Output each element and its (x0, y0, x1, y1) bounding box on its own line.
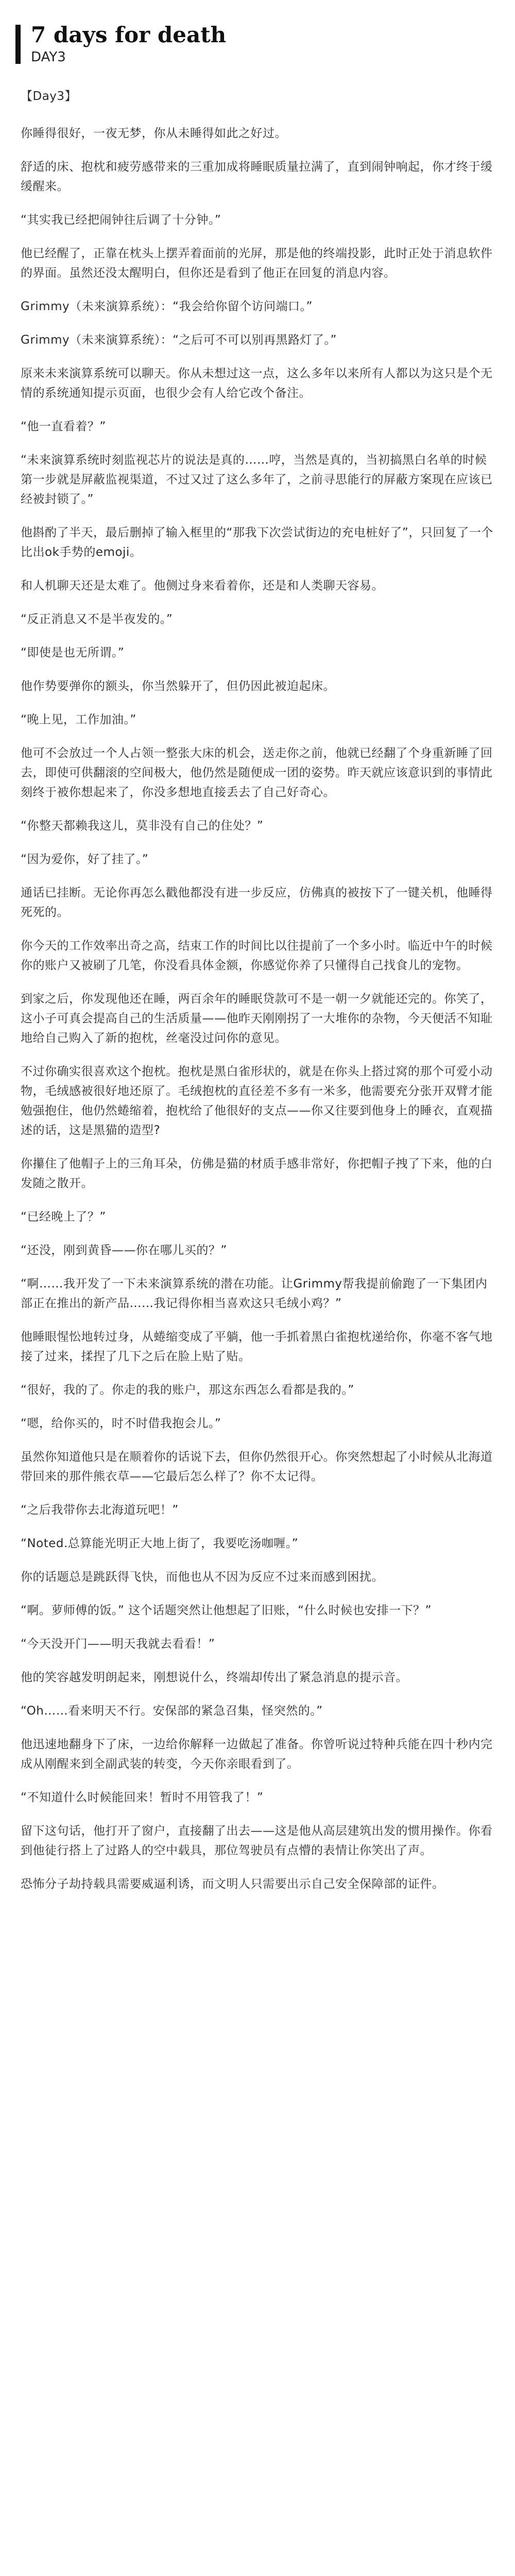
story-paragraph: 和人机聊天还是太难了。他侧过身来看着你，还是和人类聊天容易。 (21, 579, 384, 592)
story-paragraph: “他一直看着？” (21, 420, 106, 433)
story-paragraph: 不过你确实很喜欢这个抱枕。抱枕是黑白雀形状的，就是在你头上搭过窝的那个可爱小动物，毛绒感被很好地还原了。毛绒抱枕的直径差不多有一米多，他需要充分张开双臂才能勉强抱住，他仍然蜷缩着，抱枕给了他很好的支点——你又往要到他身上的睡衣，直观描述的话，这是黑猫的造型? (21, 1065, 493, 1137)
story-paragraph: “还没，刚到黄昏——你在哪儿买的？” (21, 1244, 227, 1257)
story-paragraph: 他作势要弹你的额头，你当然躲开了，但仍因此被迫起床。 (21, 680, 335, 693)
story-paragraph: 留下这句话，他打开了窗户，直接翻了出去——这是他从高层建筑出发的惯用操作。你看到他徒行搭上了过路人的空中载具，那位驾驶员有点懵的表情让你笑出了声。 (21, 1824, 493, 1857)
story-paragraph: “啊……我开发了一下未来演算系统的潜在功能。让Grimmy帮我提前偷跑了一下集团内部正在推出的新产品……我记得你相当喜欢这只毛绒小鸡？” (21, 1277, 488, 1310)
story-paragraph: “之后我带你去北海道玩吧！” (21, 1503, 179, 1517)
story-paragraph: “因为爱你，好了挂了。” (21, 853, 149, 866)
story-paragraph: 你的话题总是跳跃得飞快，而他也从不因为反应不过来而感到困扰。 (21, 1570, 384, 1584)
story-paragraph: “其实我已经把闹钟往后调了十分钟。” (21, 213, 221, 227)
story-paragraph: 你睡得很好，一夜无梦，你从未睡得如此之好过。 (21, 127, 287, 140)
story-paragraph: 恐怖分子劫持载具需要威逼利诱，而文明人只需要出示自己安全保障部的证件。 (21, 1877, 444, 1891)
story-paragraph: 舒适的床、抱枕和疲劳感带来的三重加成将睡眠质量拉满了，直到闹钟响起，你才终于缓缓醒来。 (21, 160, 493, 193)
story-body (0, 87, 515, 1894)
story-paragraph: “已经晚上了？” (21, 1210, 106, 1224)
story-paragraph: Grimmy（未来演算系统）：“我会给你留个访问端口。” (21, 300, 313, 313)
story-paragraph: “很好，我的了。你走的我的账户，那这东西怎么看都是我的。” (21, 1383, 354, 1397)
article-subtitle: DAY3 (31, 49, 66, 65)
story-paragraph: 他可不会放过一个人占领一整张大床的机会，送走你之前，他就已经翻了个身重新睡了回去，即使可供翻滚的空间极大，他仍然是随便成一团的姿势。昨天就应该意识到的事情此刻终于被你想起来了，你没多想地直接丢去了自己好奇心。 (21, 747, 493, 799)
story-paragraph: 你今天的工作效率出奇之高，结束工作的时间比以往提前了一个多小时。临近中午的时候你的账户又被刷了几笔，你没看具体金额，你感觉你养了只懂得自己找食儿的宠物。 (21, 939, 493, 972)
story-paragraph: “不知道什么时候能回来！暂时不用管我了！” (21, 1791, 264, 1804)
article-title: 7 days for death (31, 22, 227, 47)
title-accent-bar (15, 25, 21, 64)
story-paragraph: 他迅速地翻身下了床，一边给你解释一边做起了准备。你曾听说过特种兵能在四十秒内完成从刚醒来到全副武装的转变，今天你亲眼看到了。 (21, 1738, 493, 1771)
story-paragraph: “反正消息又不是半夜发的。” (21, 613, 173, 626)
story-paragraph: 他已经醒了，正靠在枕头上摆弄着面前的光屏，那是他的终端投影，此时正处于消息软件的界面。虽然还没太醒明白，但你还是看到了他正在回复的消息内容。 (21, 247, 493, 280)
story-paragraph: 他睡眼惺忪地转过身，从蜷缩变成了平躺，他一手抓着黑白雀抱枕递给你，你毫不客气地接了过来，揉捏了几下之后在脸上贴了贴。 (21, 1330, 493, 1363)
story-paragraph: Grimmy（未来演算系统）：“之后可不可以别再黑路灯了。” (21, 333, 337, 347)
article-header (0, 0, 515, 87)
story-paragraph: 通话已挂断。无论你再怎么戳他都没有进一步反应，仿佛真的被按下了一键关机，他睡得死死的。 (21, 886, 493, 919)
story-paragraph: 你攥住了他帽子上的三角耳朵，仿佛是猫的材质手感非常好，你把帽子拽了下来，他的白发随之散开。 (21, 1157, 493, 1190)
story-paragraph: “你整天都赖我这儿，莫非没有自己的住处？” (21, 819, 264, 833)
story-paragraph: “即使是也无所谓。” (21, 646, 125, 659)
story-paragraph: “未来演算系统时刻监视芯片的说法是真的……哼，当然是真的，当初搞黑白名单的时候第一步就是屏蔽监视渠道，不过又过了这么多年了，之前寻思能行的屏蔽方案现在应该已经被封锁了。” (21, 453, 493, 506)
story-paragraph: “晚上见，工作加油。” (21, 713, 136, 726)
story-paragraph: “Oh……看来明天不行。安保部的紧急召集，怪突然的。” (21, 1704, 323, 1718)
story-paragraph: 他斟酌了半天，最后删掉了输入框里的“那我下次尝试街边的充电桩好了”，只回复了一个比出ok手势的emoji。 (21, 526, 493, 559)
story-paragraph: 他的笑容越发明朗起来，刚想说什么，终端却传出了紧急消息的提示音。 (21, 1671, 408, 1684)
chapter-heading: 【Day3】 (21, 90, 77, 103)
story-paragraph: “嗯，给你买的，时不时借我抱会儿。” (21, 1417, 221, 1430)
story-paragraph: “今天没开门——明天我就去看看！” (21, 1637, 215, 1651)
story-paragraph: “Noted.总算能光明正大地上街了，我要吃汤咖喱。” (21, 1537, 299, 1550)
story-paragraph: “啊。萝师傅的饭。” 这个话题突然让他想起了旧账，“什么时候也安排一下？” (21, 1604, 432, 1617)
story-paragraph: 原来未来演算系统可以聊天。你从未想过这一点，这么多年以来所有人都以为这只是个无情的系统通知提示页面，也很少会有人给它改个备注。 (21, 367, 493, 400)
story-paragraph: 虽然你知道他只是在顺着你的话说下去，但你仍然很开心。你突然想起了小时候从北海道带回来的那件熊衣草——它最后怎么样了？你不太记得。 (21, 1450, 493, 1483)
story-paragraph: 到家之后，你发现他还在睡，两百余年的睡眠贷款可不是一朝一夕就能还完的。你笑了，这小子可真会提高自己的生活质量——他昨天刚刚拐了一大堆你的杂物，今天便活不知耻地给自己购入了新的抱枕，丝毫没过问你的意见。 (21, 992, 493, 1045)
